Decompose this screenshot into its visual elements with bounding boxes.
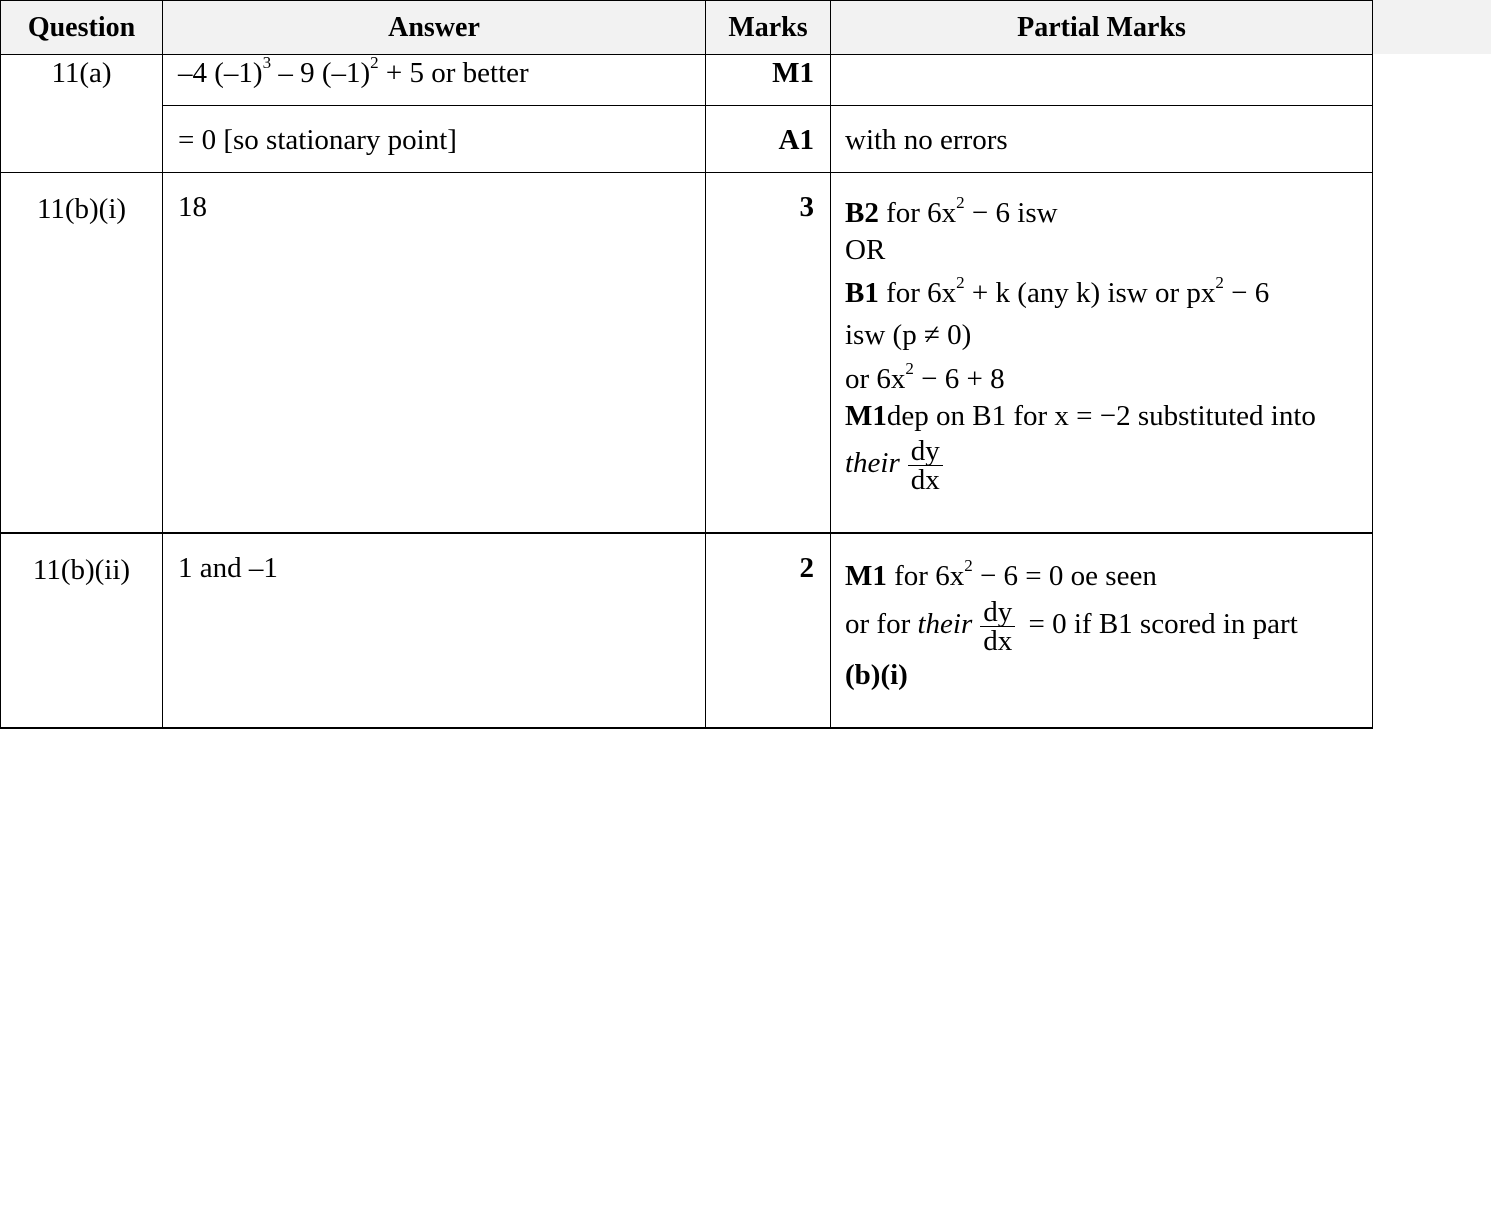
partial-line-b1	[845, 273, 1372, 313]
exponent: 2	[905, 359, 914, 378]
exponent: 2	[964, 556, 973, 575]
marks-cell	[706, 55, 831, 106]
marks-cell	[706, 173, 831, 534]
answer-cell	[163, 533, 706, 728]
mark-code: A1	[778, 124, 814, 156]
header-row	[1, 1, 1373, 55]
answer-exponent: 2	[370, 53, 379, 72]
mark-code: 3	[799, 191, 814, 223]
partial-text: − 6 + 8	[913, 363, 1005, 395]
partial-text: or 6x	[845, 363, 906, 395]
answer-cell	[163, 106, 706, 173]
partial-text: (any k) isw or px	[1010, 277, 1216, 309]
partial-text: their	[845, 447, 900, 480]
question-label: 11(b)(ii)	[32, 554, 131, 586]
fraction-numerator: dy	[980, 598, 1015, 627]
partial-text: their	[917, 608, 973, 641]
partial-text: = 0 if B1 scored in part	[1021, 608, 1298, 641]
partial-marks-cell	[831, 55, 1373, 106]
partial-or: OR	[845, 234, 886, 266]
partial-text: − 6 = 0 oe seen	[972, 560, 1157, 592]
question-number	[1, 533, 163, 728]
partial-marks-cell	[831, 533, 1373, 728]
header-partial-marks: Partial Marks	[831, 1, 1373, 55]
partial-text: + k	[964, 277, 1011, 309]
answer-text: 1 and –1	[178, 552, 278, 584]
partial-marks-content	[845, 534, 1372, 695]
answer-cell	[163, 173, 706, 534]
marks-cell	[706, 106, 831, 173]
fraction-denominator: dx	[983, 625, 1013, 657]
mark-code: M1	[845, 400, 887, 432]
answer-exponent: 3	[262, 53, 272, 72]
mark-code: 2	[799, 552, 814, 584]
exponent: 2	[956, 193, 965, 212]
answer-part: –4 (–1)	[178, 57, 263, 89]
partial-text: − 6	[1223, 277, 1270, 309]
header-answer: Answer	[163, 1, 706, 55]
marks-cell	[706, 533, 831, 728]
fraction-numerator: dy	[908, 437, 943, 466]
question-number	[1, 55, 163, 173]
partial-text: − 6 isw	[964, 197, 1058, 229]
partial-marks-cell	[831, 106, 1373, 173]
table-row	[1, 55, 1373, 106]
fraction-denominator: dx	[910, 464, 940, 496]
partial-text: for 6x	[878, 197, 957, 229]
answer-part: – 9 (–1)	[271, 57, 371, 89]
partial-marks-content	[845, 173, 1372, 494]
partial-line-m1	[845, 399, 1372, 433]
exponent: 2	[1215, 273, 1224, 292]
header-marks: Marks	[706, 1, 831, 55]
mark-code: M1	[845, 560, 887, 592]
dy-dx-fraction	[980, 598, 1015, 655]
partial-line-ref	[845, 655, 1372, 695]
mark-code: B2	[845, 197, 879, 229]
dy-dx-fraction	[908, 437, 943, 494]
partial-text: dep on B1 for x = −2 substituted into	[886, 400, 1316, 432]
header-question: Question	[1, 1, 163, 55]
partial-text: with no errors	[845, 124, 1008, 156]
question-label: 11(b)(i)	[36, 193, 127, 225]
partial-line-m1	[845, 556, 1372, 596]
mark-code: M1	[772, 57, 814, 89]
part-reference: (b)(i)	[845, 659, 908, 691]
partial-line-or	[845, 359, 1372, 399]
answer-cell	[163, 55, 706, 106]
mark-code: B1	[845, 277, 879, 309]
table-row	[1, 533, 1373, 728]
partial-line-b2	[845, 193, 1372, 233]
table-row	[1, 106, 1373, 173]
exponent: 2	[956, 273, 965, 292]
answer-text: 18	[178, 191, 207, 223]
answer-text	[178, 55, 705, 90]
partial-marks-cell	[831, 173, 1373, 534]
table-row	[1, 173, 1373, 534]
partial-text: or for	[845, 608, 918, 641]
answer-text: = 0 [so stationary point]	[178, 124, 457, 156]
question-label: 11(a)	[51, 57, 112, 89]
answer-part: + 5 or better	[378, 57, 529, 89]
partial-text: for 6x	[878, 277, 957, 309]
partial-text: for 6x	[886, 560, 965, 592]
partial-text: isw (p ≠ 0)	[845, 319, 972, 351]
partial-line-their	[845, 437, 1372, 494]
partial-line-or-for	[845, 598, 1372, 655]
question-number	[1, 173, 163, 534]
